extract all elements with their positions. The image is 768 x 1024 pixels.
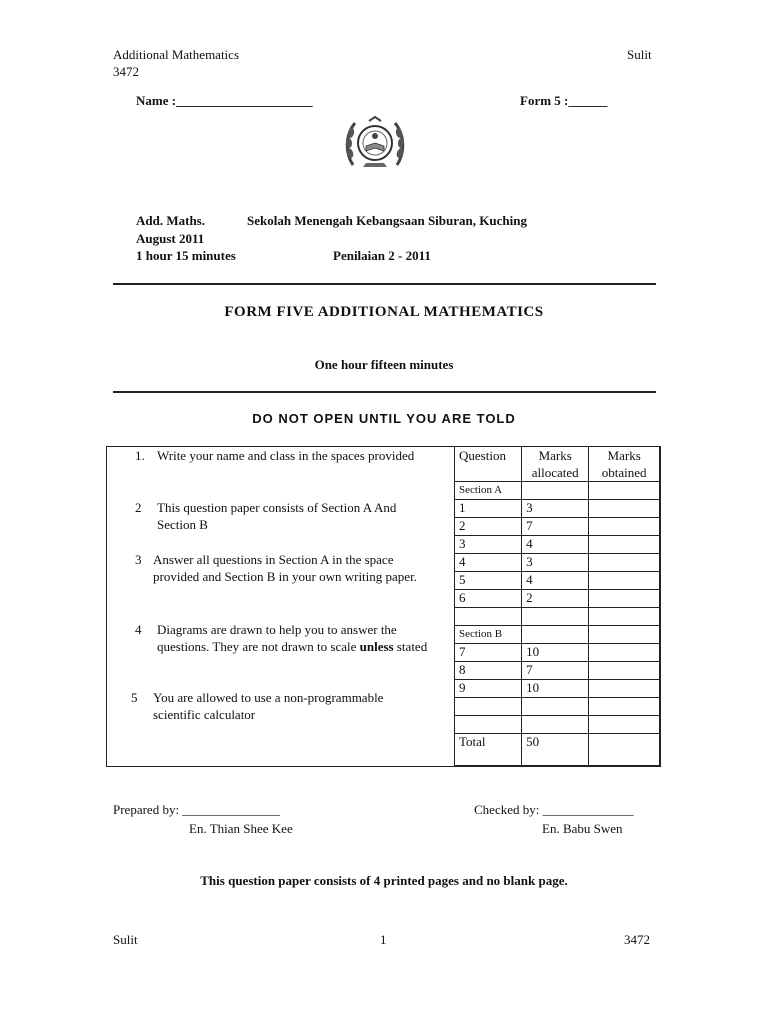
exam-date: August 2011 [136,231,205,246]
prepared-by-label: Prepared by: _______________ [113,802,280,817]
form-field-label: Form 5 :______ [520,93,608,108]
footer-code: 3472 [624,932,650,947]
table-row-empty [455,698,660,716]
prepared-by-name: En. Thian Shee Kee [189,821,293,836]
footer-page-number: 1 [380,932,387,947]
total-row [455,734,660,766]
header-classification: Sulit [627,47,652,62]
school-name: Sekolah Menengah Kebangsaan Siburan, Kuching [247,213,527,228]
checked-by-name: En. Babu Swen [542,821,623,836]
header-code: 3472 [113,64,139,79]
paper-subtitle: One hour fifteen minutes [314,357,454,372]
name-field-label: Name :_____________________ [136,93,313,108]
header-subject: Additional Mathematics [113,47,240,62]
exam-duration: 1 hour 15 minutes [136,248,236,263]
marks-obtained-cell[interactable] [589,644,660,662]
section-b-row: Section B [455,626,660,644]
marks-table [454,446,660,766]
marks-obtained-cell[interactable] [589,680,660,698]
table-row: 9 10 [455,680,660,698]
subject-short: Add. Maths. [136,213,205,228]
marks-obtained-cell[interactable] [589,572,660,590]
instructions-box [106,446,661,767]
footer-classification: Sulit [113,932,138,947]
marks-obtained-cell[interactable] [589,518,660,536]
divider-bottom [113,391,656,393]
table-row: 5 4 [455,572,660,590]
instructions-list: 1. Write your name and class in the spaces provided 2 This question paper consists of Section A And Section B 3 Answer all questions in Section A in the space provided and Section B in your own writing paper. 4 Diagrams are drawn to help you to answer the questions. They are not drawn to scale unless stated 5 You are allowed to use a non-programmable scientific calculator [131,448,428,722]
table-row: 8 7 [455,662,660,680]
table-row-empty [455,608,660,626]
marks-obtained-cell[interactable] [589,536,660,554]
paper-title: FORM FIVE ADDITIONAL MATHEMATICS [224,304,544,320]
table-row: 7 10 [455,644,660,662]
do-not-open-warning: DO NOT OPEN UNTIL YOU ARE TOLD [252,411,516,426]
section-a-row: Section A [455,482,660,500]
divider-top [113,283,656,285]
marks-obtained-cell[interactable] [589,500,660,518]
school-emblem-logo [343,113,407,175]
table-header-row [455,447,660,482]
table-row: 2 7 [455,518,660,536]
header-marks-obtained: Marks obtained [589,447,660,482]
table-row: 6 2 [455,590,660,608]
marks-obtained-cell[interactable] [589,554,660,572]
header-marks-allocated: Marks allocated [522,447,589,482]
pages-note: This question paper consists of 4 printed pages and no blank page. [200,873,568,888]
total-obtained-cell[interactable] [589,734,660,766]
table-row-empty [455,716,660,734]
table-row: 3 4 [455,536,660,554]
table-row: 1 3 [455,500,660,518]
total-label: Total [455,734,522,766]
total-value: 50 [522,734,589,766]
assessment-name: Penilaian 2 - 2011 [333,248,431,263]
checked-by-label: Checked by: ______________ [474,802,634,817]
header-question: Question [455,447,522,482]
marks-obtained-cell[interactable] [589,590,660,608]
table-row: 4 3 [455,554,660,572]
marks-obtained-cell[interactable] [589,662,660,680]
